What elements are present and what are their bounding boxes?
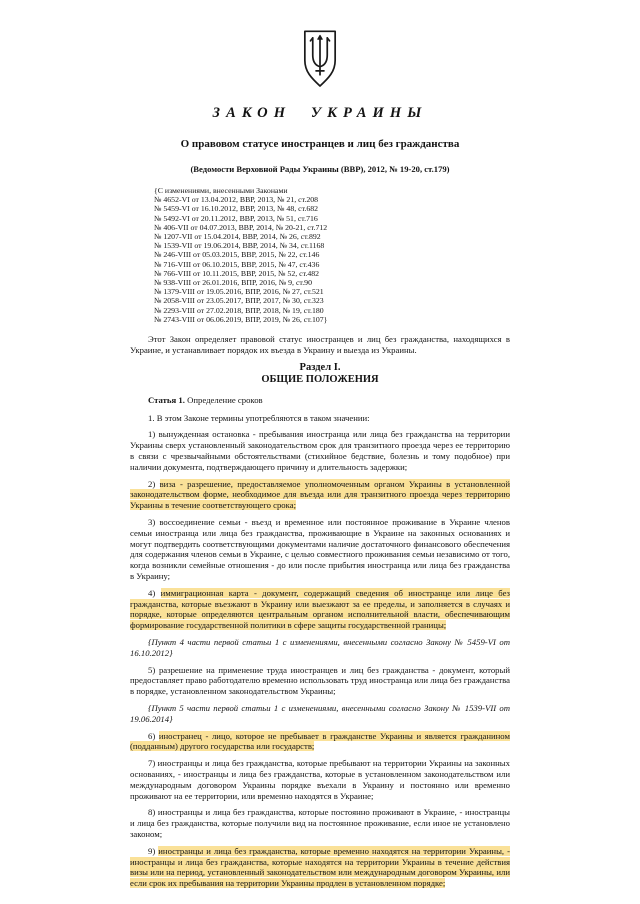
item-number: 6): [148, 730, 159, 741]
amendment-line: № 1207-VII от 15.04.2014, ВВР, 2014, № 26, ст.892: [154, 232, 321, 242]
item-number: 9): [148, 845, 159, 856]
item-number: 8): [148, 807, 158, 818]
definition-item: [130, 758, 510, 801]
item-text-highlighted: иммиграционная карта - документ, содержащий сведения об иностранце или лице без гражданства, которые въезжают в Украину или выезжают за ее пределы, и заполняется в случаях и порядке, которые определяются центральным органом исполнительной власти, обеспечивающим формирование государственной политики в сфере защиты государственной границы;: [130, 587, 510, 631]
amendment-line: № 406-VII от 04.07.2013, ВВР, 2014, № 20-21, ст.712: [154, 222, 328, 232]
item-text: воссоединение семьи - въезд и временное или постоянное проживание в Украине членов семьи иностранца или лица без гражданства, проживающие в Украине на законных основаниях и могут подтвердить соответствующими документами наличие достаточного финансового обеспечения для содержания членов семьи в Украине, с целью совместного проживания семьи независимо от того, когда возникли семейные отношения - до или после прибытия иностранца или лица без гражданства в Украину;: [130, 517, 510, 581]
document-title: ЗАКОН УКРАИНЫ: [212, 105, 428, 121]
amendment-line: № 2293-VIII от 27.02.2018, ВПР, 2018, № 19, ст.180: [154, 305, 324, 315]
article-heading: [130, 395, 510, 406]
item-number: 1): [148, 429, 159, 440]
item-number: 3): [148, 517, 160, 528]
amendments-intro: {С изменениями, внесенными Законами: [154, 186, 288, 195]
item-text-highlighted: виза - разрешение, предоставляемое уполномоченным органом Украины в установленной законодательством форме, необходимое для въезда или для транзитного проезда через территорию Украины в течение соответствующего срока;: [130, 478, 510, 511]
item-text-highlighted: иностранцы и лица без гражданства, которые временно находятся на территории Украины, - иностранцы и лица без гражданства, которые находятся на территории Украины в течение действия визы или на период, установленный законодательством или международным договором Украины, или если срок их пребывания на территории Украины продлен в установленном порядке;: [130, 845, 510, 889]
item-text: вынужденная остановка - пребывания иностранца или лица без гражданства на территории Украины сверх установленный законодательством срок для транзитного проезда через ее территорию в связи с чрезвычайными обстоятельствами (стихийное бедствие, болезнь и тому подобное) при наличии документа, подтверждающего причину и длительность задержки;: [130, 429, 510, 472]
amendment-line: № 716-VIII от 06.10.2015, ВВР, 2015, № 47, ст.436: [154, 259, 320, 269]
definition-item: [130, 665, 510, 697]
article-title: Определение сроков: [184, 394, 263, 405]
definition-item: [130, 517, 510, 582]
amendment-line: № 938-VIII от 26.01.2016, ВПР, 2016, № 9, ст.90: [154, 278, 312, 288]
section-heading: ОБЩИЕ ПОЛОЖЕНИЯ: [261, 374, 379, 386]
document-subtitle: О правовом статусе иностранцев и лиц без гражданства: [180, 138, 460, 150]
gazette-reference: (Ведомости Верховной Рады Украины (ВВР), 2012, № 19-20, ст.179): [190, 164, 450, 174]
item-text: разрешение на применение труда иностранцев и лиц без гражданства - документ, который предоставляет право работодателю временно использовать труд иностранца или лица без гражданства в порядке, установленном законодательством Украины;: [130, 664, 510, 697]
amendment-line: № 2743-VIII от 06.06.2019, ВПР, 2019, № 26, ст.107}: [154, 314, 328, 324]
amendment-note: {Пункт 4 части первой статьи 1 с изменениями, внесенными согласно Закону № 5459-VI от 16.10.2012}: [130, 636, 510, 658]
amendment-line: № 766-VIII от 10.11.2015, ВВР, 2015, № 52, ст.482: [154, 268, 320, 278]
amendment-line: № 246-VIII от 05.03.2015, ВВР, 2015, № 22, ст.146: [154, 250, 320, 260]
amendment-line: № 4652-VI от 13.04.2012, ВВР, 2013, № 21, ст.208: [154, 195, 319, 205]
item-text-highlighted: иностранец - лицо, которое не пребывает в гражданстве Украины и является гражданином (подданным) другого государства или государств;: [130, 730, 510, 752]
amendment-line: № 5459-VI от 16.10.2012, ВВР, 2013, № 48, ст.682: [154, 204, 319, 214]
amendments-list: [154, 186, 510, 324]
definition-item: [130, 807, 510, 839]
amendment-line: № 2058-VIII от 23.05.2017, ВПР, 2017, № 30, ст.323: [154, 296, 324, 306]
definition-item: [130, 846, 510, 889]
amendment-note: {Пункт 5 части первой статьи 1 с изменениями, внесенными согласно Закону № 1539-VII от 19.06.2014}: [130, 702, 510, 724]
definitions-list: [130, 429, 510, 888]
section-heading-block: [130, 362, 510, 387]
amendment-line: № 5492-VI от 20.11.2012, ВВР, 2013, № 51, ст.716: [154, 213, 318, 223]
amendment-line: № 1379-VIII от 19.05.2016, ВПР, 2016, № 27, ст.521: [154, 287, 324, 297]
definition-item: [130, 731, 510, 753]
item-number: 4): [148, 587, 161, 598]
ukraine-coat-of-arms-icon: [130, 30, 510, 93]
definition-item: [130, 429, 510, 472]
amendment-line: № 1539-VII от 19.06.2014, ВВР, 2014, № 34, ст.1168: [154, 241, 325, 251]
article-label: Статья 1.: [148, 394, 185, 405]
section-label: Раздел I.: [299, 361, 341, 373]
lead-sentence: 1. В этом Законе термины употребляются в таком значении:: [148, 412, 370, 423]
document-body: [130, 0, 510, 889]
item-text: иностранцы и лица без гражданства, которые пребывают на территории Украины на законных основаниях, - иностранцы и лица без гражданства, которые в установленном законодательством или международным договором Украины порядке въехали в Украину и постоянно или временно проживают на ее территории, или временно находятся в Украине;: [130, 758, 510, 801]
item-text: иностранцы и лица без гражданства, которые постоянно проживают в Украине, - иностранцы и лица без гражданства, которые получили вид на постоянное проживание, если иное не установлено законом;: [130, 807, 510, 839]
definition-item: [130, 479, 510, 511]
intro-paragraph: Этот Закон определяет правовой статус иностранцев и лиц без гражданства, находящихся в Украине, и устанавливает порядок их въезда в Украину и выезда из Украины.: [130, 334, 510, 355]
item-number: 5): [148, 664, 159, 675]
definition-item: [130, 588, 510, 631]
item-number: 2): [148, 478, 160, 489]
item-number: 7): [148, 758, 158, 769]
